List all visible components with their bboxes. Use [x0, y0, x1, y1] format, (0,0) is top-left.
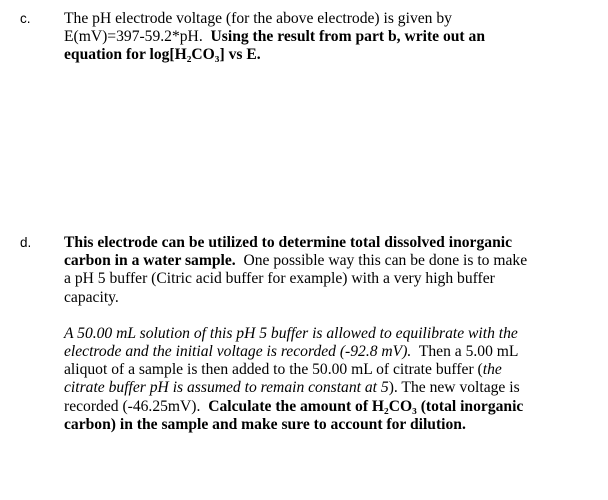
p2-line-3: aliquot of a sample is then added to the 50.00 mL of citrate buffer (the: [64, 361, 502, 379]
p1-line-3: a pH 5 buffer (Citric acid buffer for example) with a very high buffer: [64, 270, 495, 288]
p1-line-1: This electrode can be utilized to determine total dissolved inorganic: [64, 234, 512, 251]
p2-line-2: electrode and the initial voltage is recorded (-92.8 mV). Then a 5.00 mL: [64, 343, 519, 361]
p2-line-6: carbon) in the sample and make sure to account for dilution.: [64, 415, 466, 433]
problem-d-paragraph-1: [64, 234, 548, 307]
p2-line-5: recorded (-46.25mV). Calculate the amount of H₂CO₃ (total inorganic: [64, 397, 524, 415]
problem-d-text: [64, 234, 548, 434]
problem-c-line-2: [64, 28, 548, 46]
problem-c-label: c.: [20, 11, 31, 26]
problem-c-text: [64, 10, 548, 65]
problem-d-paragraph-2: [64, 325, 548, 434]
p2-line-4: citrate buffer pH is assumed to remain constant at 5). The new voltage is: [64, 379, 520, 397]
problem-c-line-1: The pH electrode voltage (for the above electrode) is given by: [64, 10, 452, 27]
voltage-equation: E(mV)=397-59.2*pH.: [64, 28, 203, 46]
problem-c-instruction-2: equation for log[H₂CO₃] vs E.: [64, 46, 261, 64]
p1-line-2: carbon in a water sample. One possible way this can be done is to make: [64, 252, 528, 270]
p1-line-4: capacity.: [64, 288, 119, 306]
problem-d-label: d.: [20, 235, 32, 250]
p2-line-1: A 50.00 mL solution of this pH 5 buffer is allowed to equilibrate with the: [64, 324, 518, 342]
problem-c-instruction-1: Using the result from part b, write out an: [210, 28, 485, 46]
